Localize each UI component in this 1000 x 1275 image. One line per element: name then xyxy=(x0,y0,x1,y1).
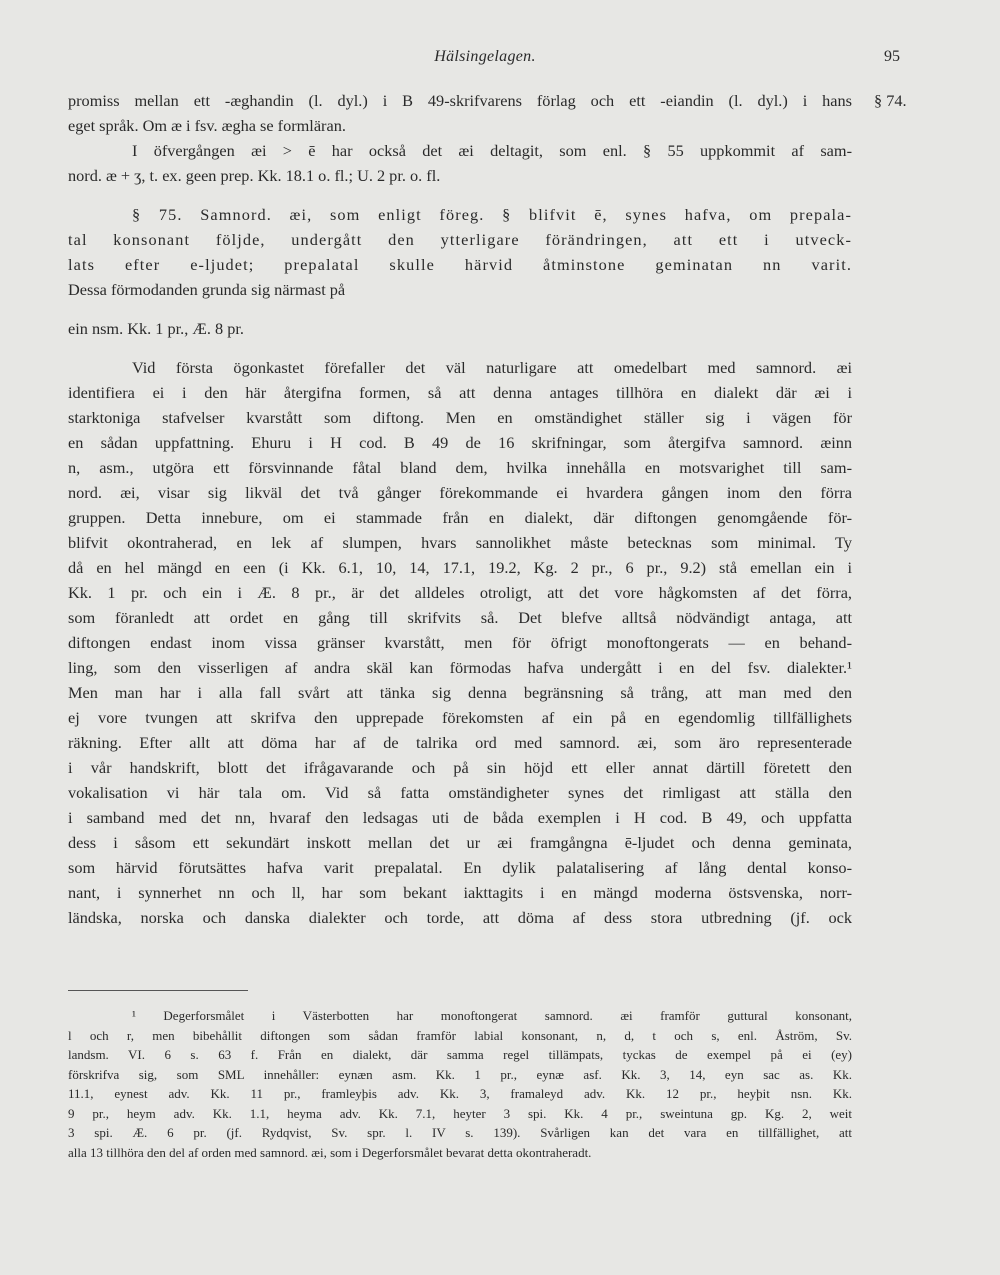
footnote-line: alla 13 tillhöra den del af orden med samnord. æi, som i Degerforsmålet bevarat detta okontraheradt. xyxy=(68,1144,592,1160)
text-line: eget språk. Om æ i fsv. ægha se formläran. xyxy=(68,116,346,135)
text-line: en sådan uppfattning. Ehuru i H cod. B 49 de 16 skrifningar, som återgifva samnord. æinn xyxy=(68,433,852,452)
text-line: blifvit okontraherad, en lek af slumpen, hvars sannolikhet måste betecknas som minimal. Ty xyxy=(68,533,852,552)
text-line: lats efter e-ljudet; prepalatal skulle härvid åtminstone geminatan nn varit. xyxy=(68,255,852,274)
text-line: Men man har i alla fall svårt att tänka sig denna begränsning så trång, att man med den xyxy=(68,683,852,702)
paragraph-gap xyxy=(68,341,852,355)
paragraph-gap xyxy=(68,302,852,316)
text-line: nord. æi, visar sig likväl det två gånger förekommande ei hvardera gången inom den förra xyxy=(68,483,852,502)
text-line: identifiera ei i den här återgifna formen, så att denna antages tillhöra en dialekt där æi i xyxy=(68,383,852,402)
text-line: Vid första ögonkastet förefaller det väl naturligare att omedelbart med samnord. æi xyxy=(132,358,852,377)
text-line: starktoniga stafvelser kvarstått som diftong. Men en omständighet ställer sig i vägen för xyxy=(68,408,852,427)
text-line: ling, som den visserligen af andra skäl kan förmodas hafva undergått i en del fsv. dialekter.¹ xyxy=(68,658,852,677)
text-line: vokalisation vi här tala om. Vid så fatta omständigheter synes det rimligast att ställa den xyxy=(68,783,852,802)
text-line: Dessa förmodanden grunda sig närmast på xyxy=(68,280,346,299)
text-line: dess i såsom ett sekundärt inskott mellan det ur æi framgångna ē-ljudet och denna geminata, xyxy=(68,833,852,852)
running-head-title: Hälsingelagen. xyxy=(434,48,536,65)
example-line: ein nsm. Kk. 1 pr., Æ. 8 pr. xyxy=(68,319,244,338)
text-line: diftongen endast inom vissa gränser kvarstått, men för öfrigt monoftongerats — en behand- xyxy=(68,633,852,652)
text-line: nant, i synnerhet nn och ll, har som bekant iakttagits i en mängd moderna östsvenska, norr- xyxy=(68,883,852,902)
footnote-line: ¹ Degerforsmålet i Västerbotten har monoftongerat samnord. æi framför guttural konsonant, xyxy=(132,1008,852,1023)
section-margin-note: § 74. xyxy=(874,91,907,110)
text-line: då en hel mängd en een (i Kk. 6.1, 10, 14, 17.1, 19.2, Kg. 2 pr., 6 pr., 9.2) stå emellan ein i xyxy=(68,558,852,577)
body-text xyxy=(68,88,852,930)
text-line: räkning. Efter allt att döma har af de talrika ord med samnord. æi, som äro representerade xyxy=(68,733,852,752)
section-heading-line: § 75. Samnord. æi, som enligt föreg. § blifvit ē, synes hafva, om prepala- xyxy=(132,205,852,224)
text-line: i samband med det nn, hvaraf den ledsagas uti de båda exemplen i H cod. B 49, och uppfatta xyxy=(68,808,852,827)
footnote-line: förskrifva sig, som SML innehåller: eynæn asm. Kk. 1 pr., eynæ asf. Kk. 3, 14, eyn sac as. Kk. xyxy=(68,1066,852,1082)
text-line: n, asm., utgöra ett försvinnande fåtal bland dem, hvilka innehålla en motsvarighet till sam- xyxy=(68,458,852,477)
footnotes xyxy=(68,1006,852,1162)
running-head xyxy=(70,48,900,72)
text-line: i vår handskrift, blott det ifrågavarande och på sin höjd ett eller annat därtill företett den xyxy=(68,758,852,777)
footnote-line: landsm. VI. 6 s. 63 f. Från en dialekt, där samma regel tillämpats, tyckas de exempel på ei (ey) xyxy=(68,1047,852,1062)
text-line: ej vore tvungen att skrifva den upprepade förekomsten af ein på en egendomlig tillfällighets xyxy=(68,708,852,727)
footnote-line: 11.1, eynest adv. Kk. 11 pr., framleyþis adv. Kk. 3, framaleyd adv. Kk. 12 pr., heyþit nsn. Kk. xyxy=(68,1086,852,1101)
text-line: ländska, norska och danska dialekter och torde, att döma af dess stora utbredning (jf. ock xyxy=(68,908,852,927)
footnote-line: 3 spi. Æ. 6 pr. (jf. Rydqvist, Sv. spr. l. IV s. 139). Svårligen kan det vara en tillfällighet, att xyxy=(68,1125,852,1140)
text-line: promiss mellan ett -æghandin (l. dyl.) i B 49-skrifvarens förlag och ett -eiandin (l. dyl.) i hans xyxy=(68,91,852,110)
footnote-line: l och r, men bibehållit diftongen som sådan framför labial konsonant, n, d, t och s, enl. Åström, Sv. xyxy=(68,1027,852,1043)
text-line: som föranledt att ordet en gång till skrifvits så. Det blefve alltså nödvändigt antaga, att xyxy=(68,608,852,627)
paragraph-gap xyxy=(68,188,852,202)
text-line: Kk. 1 pr. och ein i Æ. 8 pr., är det alldeles otroligt, att det vore hågkomsten af det förra, xyxy=(68,583,852,602)
footnote-line: 9 pr., heym adv. Kk. 1.1, heyma adv. Kk. 7.1, heyter 3 spi. Kk. 4 pr., sweintuna gp. Kg. 2, weit xyxy=(68,1105,852,1121)
text-line: gruppen. Detta innebure, om ei stammade från en dialekt, där diftongen genomgående för- xyxy=(68,508,852,527)
text-line: I öfvergången æi > ē har också det æi deltagit, som enl. § 55 uppkommit af sam- xyxy=(132,141,852,160)
footnote-rule xyxy=(68,990,248,991)
text-line: nord. æ + ʒ, t. ex. geen prep. Kk. 18.1 o. fl.; U. 2 pr. o. fl. xyxy=(68,166,441,185)
page-number: 95 xyxy=(884,48,900,65)
text-line: tal konsonant följde, undergått den ytterligare förändringen, att ett i utveck- xyxy=(68,230,852,249)
text-line: som härvid förutsättes hafva varit prepalatal. En dylik palatalisering af lång dental konso- xyxy=(68,858,852,877)
